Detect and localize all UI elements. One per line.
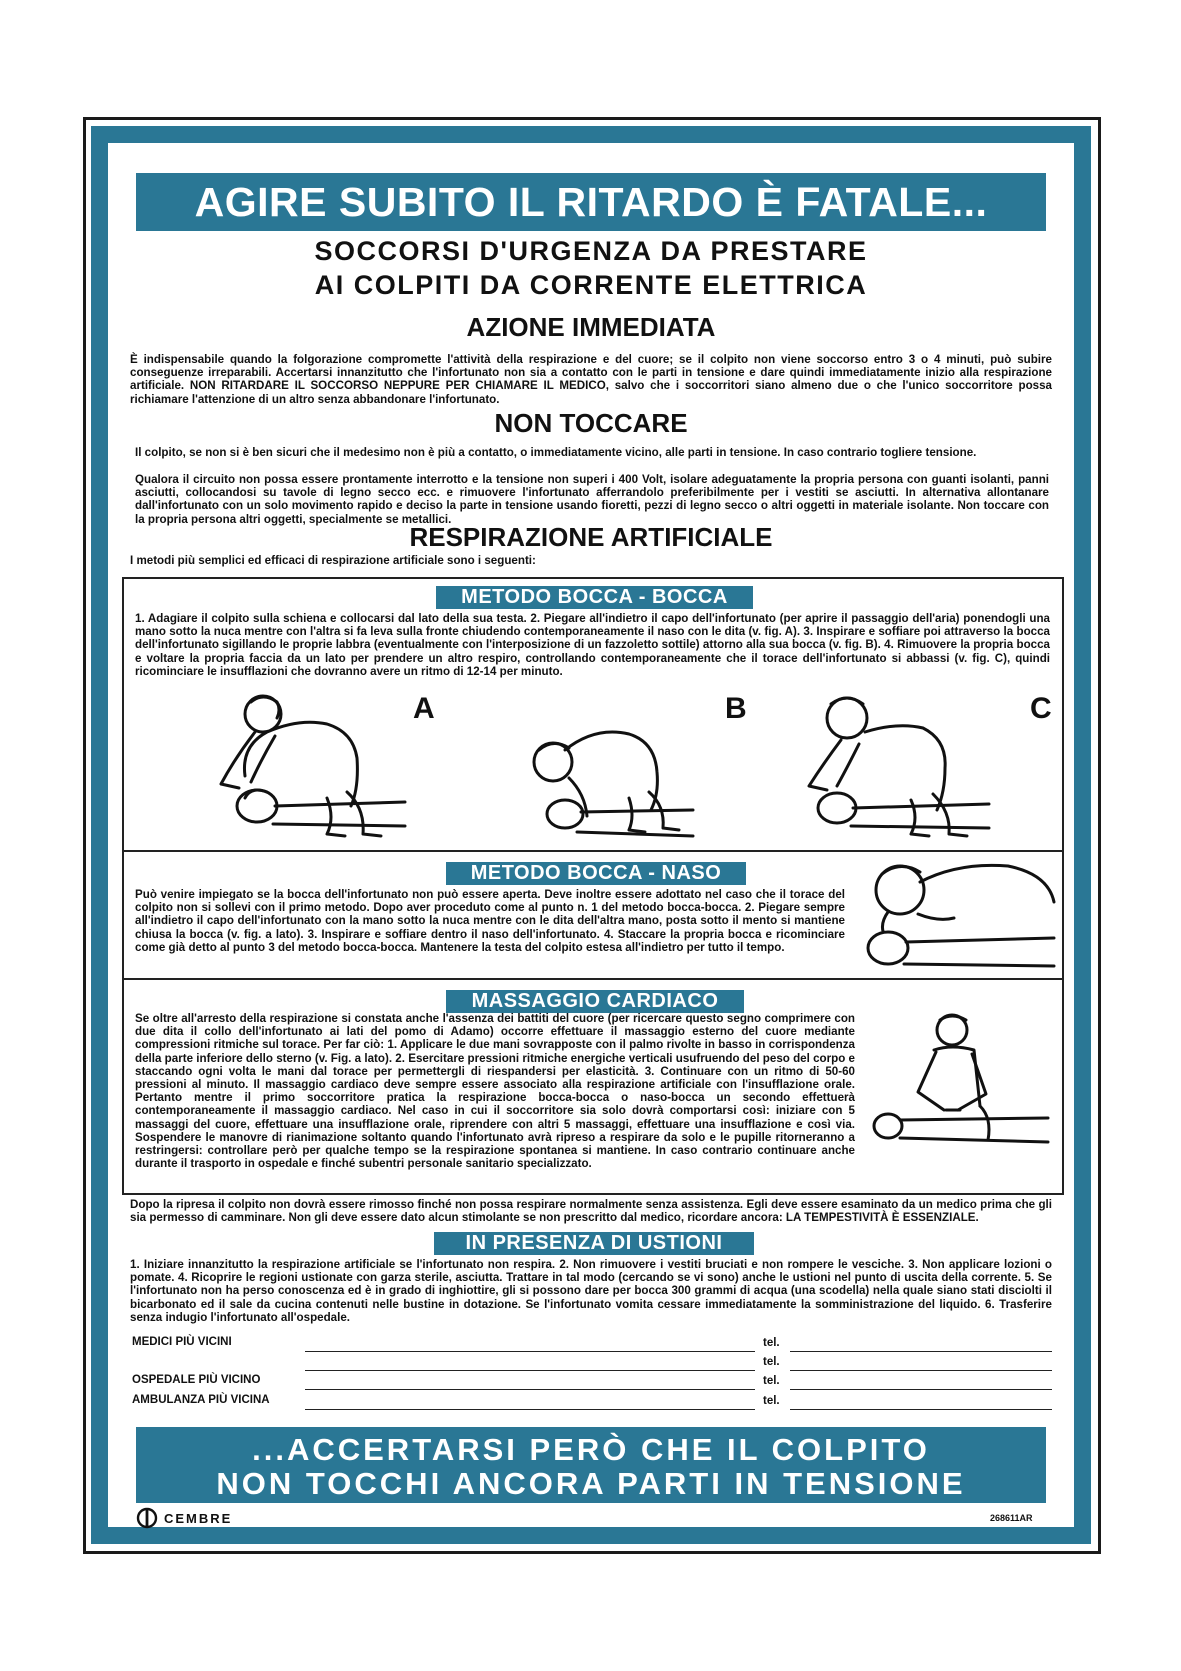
field-medici-2[interactable] [305, 1370, 755, 1371]
tel-label-1: tel. [763, 1337, 780, 1349]
tag-metodo-bocca-bocca: METODO BOCCA - BOCCA [436, 586, 753, 609]
subtitle-line-1: SOCCORSI D'URGENZA DA PRESTARE [314, 236, 868, 266]
tel-label-3: tel. [763, 1375, 780, 1387]
illustration-figure-a [215, 688, 415, 850]
tag-metodo-bocca-naso: METODO BOCCA - NASO [446, 862, 746, 885]
field-tel-4[interactable] [790, 1409, 1052, 1410]
product-code: 268611AR [990, 1513, 1033, 1523]
tag-ustioni: IN PRESENZA DI USTIONI [434, 1232, 754, 1255]
field-ambulanza[interactable] [305, 1409, 755, 1410]
tel-label-2: tel. [763, 1356, 780, 1368]
illustration-massaggio-cardiaco [870, 1010, 1050, 1160]
field-ospedale[interactable] [305, 1389, 755, 1390]
footer-line-2: NON TOCCHI ANCORA PARTI IN TENSIONE [216, 1466, 966, 1501]
ustioni-text: 1. Iniziare innanzitutto la respirazione artificiale se l'infortunato non respira. 2. Non rimuovere i vestiti bruciati e non rompere le vesciche. 3. Non applicare lozioni o pomate. 4. Ricoprire le regioni ustionate con garza sterile, asciutta. Trattare in tal modo (cercando se vi sono) anche le ustioni nel punto di uscita della corrente. 5. Se l'infortunato non ha perso conoscenza ed è in grado di inghiottire, gli si possono dare per bocca 300 grammi di acqua (una scodella) nella quale siano stati disciolti il bicarbonato ed il sale da cucina contenuti nelle bustine in dotazione. Se l'infortunato vomita cessare immediatamente la somministrazione del liquido. 6. Trasferire senza indugio l'infortunato all'ospedale. [130, 1258, 1052, 1324]
tel-label-4: tel. [763, 1395, 780, 1407]
illustration-figure-c [793, 688, 993, 850]
tag-massaggio-cardiaco: MASSAGGIO CARDIACO [446, 990, 744, 1013]
illustration-bocca-naso [858, 852, 1058, 976]
field-tel-1[interactable] [790, 1351, 1052, 1352]
bocca-bocca-text: 1. Adagiare il colpito sulla schiena e collocarsi dal lato della sua testa. 2. Piegare all'indietro il capo dell'infortunato (per aprire il passaggio dell'aria) ponendogli una mano sotto la nuca mentre con l'altra si fa leva sulla fronte chiudendo contemporaneamente il naso con le dita (v. fig. A). 3. Inspirare e soffiare poi attraverso la bocca dell'infortunato sigillando le proprie labbra (eventualmente con l'interposizione di un fazzoletto sottile) attorno alla sua bocca (v. fig. B). 4. Rimuovere la propria bocca e voltare la propria faccia da un lato per prendere un altro respiro, controllando contemporaneamente che il torace dell'infortunato si abbassi (v. fig. C), quindi ricominciare le insufflazioni che dovranno avere un ritmo di 12-14 per minuto. [135, 612, 1050, 678]
dopo-text: Dopo la ripresa il colpito non dovrà essere rimosso finché non possa respirare normalmente senza assistenza. Egli deve essere esaminato da un medico prima che gli sia permesso di camminare. Non gli deve essere dato alcun stimolante se non prescritto dal medico, ricordare ancora: LA TEMPESTIVITÀ È ESSENZIALE. [130, 1198, 1052, 1225]
logo-text: CEMBRE [164, 1510, 233, 1526]
subtitle-line-2: AI COLPITI DA CORRENTE ELETTRICA [314, 270, 868, 300]
label-medici-piu-vicini: MEDICI PIÙ VICINI [132, 1336, 232, 1348]
bocca-naso-text: Può venire impiegato se la bocca dell'infortunato non può essere aperta. Deve inoltre essere adottato nel caso che il torace del colpito non si sollevi con il primo metodo. Dopo aver proceduto come al punto n. 1 del metodo bocca-bocca. 2. Piegare sempre all'indietro il capo dell'infortunato con la mano sotto la nuca mentre con le dita dell'altra mano, posta sotto il mento si mantiene chiusa la bocca (v. fig. a lato). 3. Inspirare e soffiare dentro il naso dell'infortunato. 4. Staccare la propria bocca e ricominciare come già detto al punto 3 del metodo bocca-bocca. Mantenere la testa del colpito estesa all'indietro per tutto il tempo. [135, 888, 845, 954]
cembre-logo-icon [136, 1507, 158, 1529]
label-ambulanza-piu-vicina: AMBULANZA PIÙ VICINA [132, 1394, 270, 1406]
massaggio-text: Se oltre all'arresto della respirazione si constata anche l'assenza dei battiti del cuore (per ricercare questo segno comprimere con due dita il collo dell'infortunato ai lati del pomo di Adamo) occorre effettuare il massaggio esterno del cuore mediante compressioni ritmiche sul torace. Per far ciò: 1. Applicare le due mani sovrapposte con il palmo rivolte in basso in corrispondenza della parte inferiore dello sterno (v. Fig. a lato). 2. Esercitare pressioni ritmiche energiche verticali usufruendo del peso del corpo e staccando ogni volta le mani dal torace per permettergli di riespandersi per elasticità. 3. Continuare con un ritmo di 50-60 pressioni al minuto. Il massaggio cardiaco deve sempre essere associato alla respirazione artificiale con l'insufflazione orale. Pertanto mentre il primo soccorritore pratica la respirazione bocca-bocca o naso-bocca un secondo effettuerà contemporaneamente il massaggio cardiaco. Nel caso in cui il soccorritore sia solo dovrà comportarsi così: iniziare con 5 massaggi del cuore, effettuare una insufflazione orale, riprendere con altri 5 massaggi, effettuare una insufflazione e così via. Sospendere le manovre di rianimazione soltanto quando l'infortunato avrà ripreso a respirare da solo e le pupille ritorneranno a restringersi: controllare però per qualche tempo se la respirazione spontanea si mantiene. In caso contrario continuare anche durante il trasporto in ospedale e finché subentri personale sanitario specializzato. [135, 1012, 855, 1171]
footer-line-1: ...ACCERTARSI PERÒ CHE IL COLPITO [252, 1432, 930, 1467]
cembre-logo [136, 1507, 232, 1529]
respirazione-intro: I metodi più semplici ed efficaci di respirazione artificiale sono i seguenti: [130, 554, 536, 567]
field-tel-3[interactable] [790, 1389, 1052, 1390]
figure-label-b: B [725, 692, 747, 725]
azione-text: È indispensabile quando la folgorazione compromette l'attività della respirazione e del cuore; se il colpito non viene soccorso entro 3 o 4 minuti, può subire conseguenze irreparabili. Accertarsi innanzitutto che l'infortunato non sia a contatto con le parti in tensione e dare quindi immediatamente inizio alla respirazione artificiale. NON RITARDARE IL SOCCORSO NEPPURE PER CHIAMARE IL MEDICO, salvo che i soccorritori siano almeno due o che l'unico soccorritore possa richiamare l'attenzione di un altro senza abbandonare l'infortunato. [130, 353, 1052, 406]
illustration-figure-b [525, 720, 695, 850]
figure-label-a: A [413, 692, 435, 725]
non-toccare-text-1: Il colpito, se non si è ben sicuri che il medesimo non è più a contatto, o immediatamente vicino, alle parti in tensione. In caso contrario togliere tensione. [135, 446, 977, 459]
main-title-banner: AGIRE SUBITO IL RITARDO È FATALE... [136, 173, 1046, 231]
heading-respirazione-artificiale: RESPIRAZIONE ARTIFICIALE [409, 522, 773, 552]
label-ospedale-piu-vicino: OSPEDALE PIÙ VICINO [132, 1374, 261, 1386]
non-toccare-text-2: Qualora il circuito non possa essere prontamente interrotto e la tensione non superi i 400 Volt, isolare adeguatamente la propria persona con guanti isolanti, panni asciutti, collocandosi su tavole di legno secco ecc. e rimuovere l'infortunato afferrandolo preferibilmente per i vestiti se asciutti. In alternativa allontanare dall'infortunato con un solo movimento rapido e deciso la parte in tensione usando fioretti, pezzi di legno secco o altri oggetti in materiale isolante. Non toccare con la propria persona altri oggetti, specialmente se metallici. [135, 473, 1049, 526]
heading-azione-immediata: AZIONE IMMEDIATA [466, 312, 716, 342]
field-tel-2[interactable] [790, 1370, 1052, 1371]
footer-warning-banner [136, 1427, 1046, 1503]
heading-non-toccare: NON TOCCARE [494, 408, 688, 438]
field-medici-1[interactable] [305, 1351, 755, 1352]
figure-label-c: C [1030, 692, 1052, 725]
